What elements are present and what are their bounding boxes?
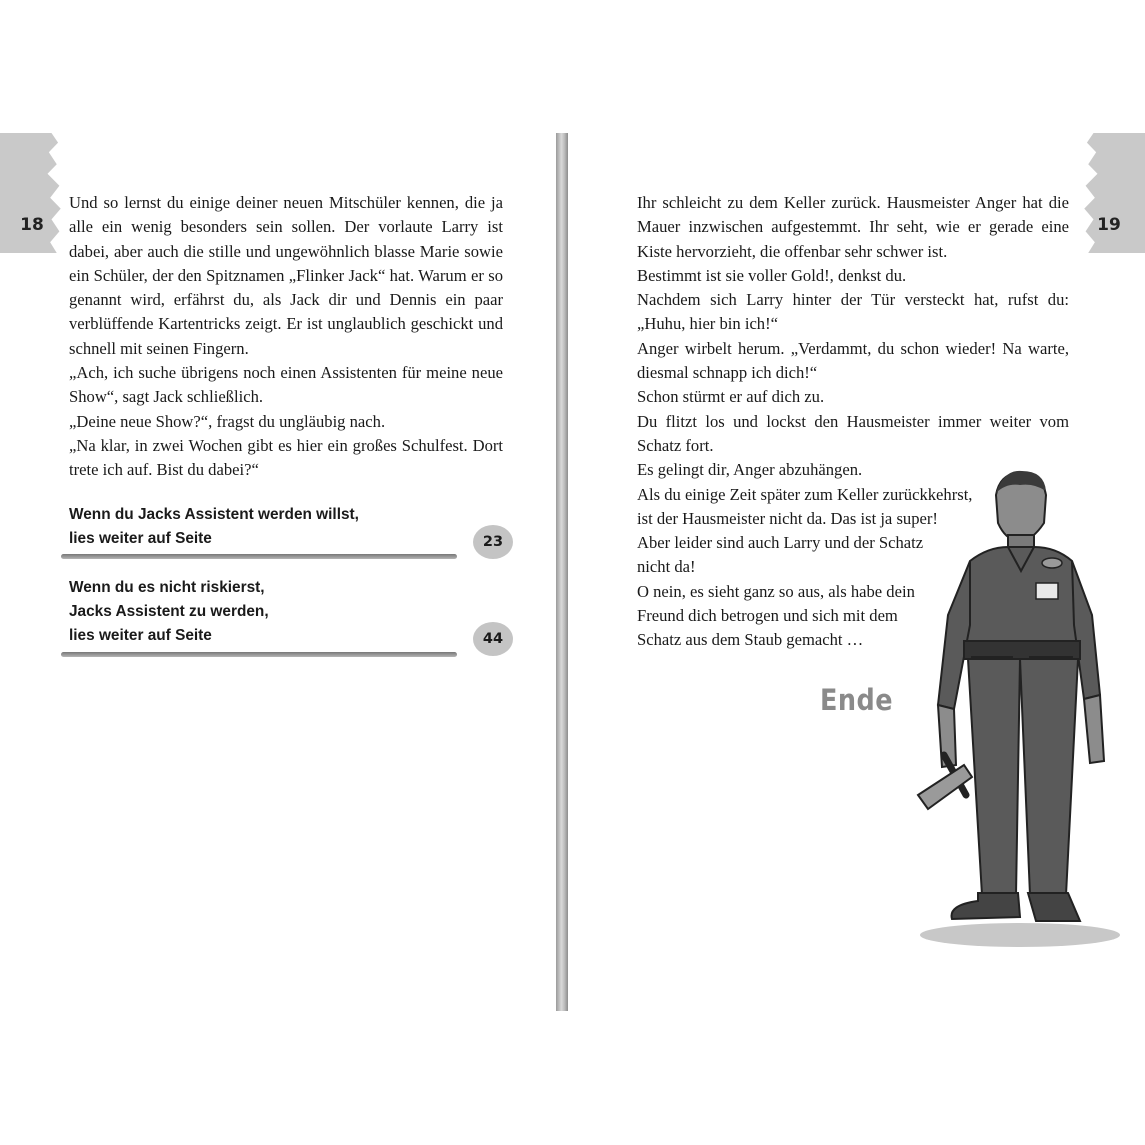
choice-line: lies weiter auf Seite — [69, 530, 212, 547]
page-number-right: 19 — [1097, 215, 1121, 235]
choice-line: lies weiter auf Seite — [69, 627, 212, 644]
paragraph: Anger wirbelt herum. „Verdammt, du schon wieder! Na warte, diesmal schnapp ich dich!“ — [637, 338, 1069, 383]
narrow-line: Schatz aus dem Staub gemacht … — [637, 630, 864, 650]
paragraph: Nachdem sich Larry hinter der Tür versteckt hat, rufst du: „Huhu, hier bin ich!“ — [637, 290, 1069, 334]
narrow-line: Als du einige Zeit später zum Keller zurückkehrst, — [637, 484, 973, 504]
page-number-left: 18 — [20, 215, 44, 235]
paragraph: Und so lernst du einige deiner neuen Mitschüler kennen, die ja alle ein wenig besonders sein sollen. Der vorlaute Larry ist dabei, aber auch die stille und ungewöhnlich blasse Marie sowie ein Schüler, der den Spitznamen „Flinker Jack“ hat. Warum er so genannt wird, erfährst du, als Jack dir und Dennis ein paar verblüffende Kartentricks zeigt. Er ist unglaublich geschickt und schnell mit seinen Fingern. — [69, 193, 503, 358]
choice-line: Jacks Assistent zu werden, — [69, 603, 269, 620]
choice-line: Wenn du Jacks Assistent werden willst, — [69, 506, 359, 523]
narrow-line: O nein, es sieht ganz so aus, als habe dein — [637, 581, 915, 601]
page-tab-right — [1079, 133, 1145, 253]
narrow-line: nicht da! — [637, 557, 696, 577]
paragraph: „Deine neue Show?“, fragst du ungläubig nach. — [69, 411, 386, 431]
choice-line: Wenn du es nicht riskierst, — [69, 579, 265, 596]
left-page — [0, 133, 556, 1011]
paragraph: „Ach, ich suche übrigens noch einen Assistenten für meine neue Show“, sagt Jack schließlich. — [69, 363, 503, 407]
page-tab-left — [0, 133, 66, 253]
paragraph: Schon stürmt er auf dich zu. — [637, 387, 825, 407]
hammer-icon — [918, 755, 972, 809]
janitor-illustration — [908, 465, 1128, 955]
choice-underline — [61, 554, 457, 559]
narrow-line: Aber leider sind auch Larry und der Schatz — [637, 533, 924, 553]
paragraph: Es gelingt dir, Anger abzuhängen. — [637, 460, 863, 480]
end-label: Ende — [820, 683, 893, 717]
book-gutter — [556, 133, 568, 1011]
choice-not-risk[interactable] — [69, 576, 513, 660]
paragraph: Du flitzt los und lockst den Hausmeister immer weiter vom Schatz fort. — [637, 411, 1069, 455]
paragraph: „Na klar, in zwei Wochen gibt es hier ein großes Schulfest. Dort trete ich auf. Bist du dabei?“ — [69, 435, 503, 480]
paragraph: Ihr schleicht zu dem Keller zurück. Hausmeister Anger hat die Mauer inzwischen aufgestemmt. Ihr seht, wie er gerade eine Kiste hervorzieht, die offenbar sehr schwer ist. — [637, 193, 1069, 261]
paragraph: Bestimmt ist sie voller Gold!, denkst du. — [637, 265, 907, 285]
narrow-line: ist der Hausmeister nicht da. Das ist ja super! — [637, 508, 938, 528]
right-page — [568, 133, 1145, 1011]
choice-underline — [61, 652, 457, 657]
left-page-text — [69, 191, 503, 483]
choice-become-assistant[interactable] — [69, 503, 513, 563]
choice-page-badge[interactable]: 23 — [473, 525, 513, 559]
choice-page-badge[interactable]: 44 — [473, 622, 513, 656]
narrow-line: Freund dich betrogen und sich mit dem — [637, 606, 898, 626]
